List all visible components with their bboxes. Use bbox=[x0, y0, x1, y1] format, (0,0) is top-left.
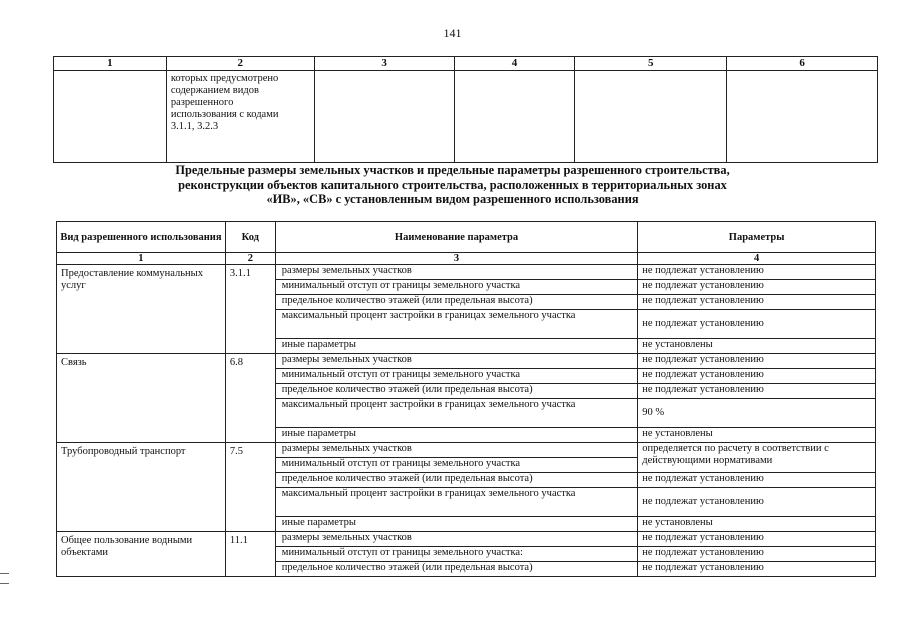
param-value-text: не подлежат установлению bbox=[642, 265, 764, 276]
param-value-cell bbox=[638, 339, 876, 354]
param-name-text: предельное количество этажей (или предельная высота) bbox=[281, 384, 533, 395]
param-name-text: размеры земельных участков bbox=[281, 443, 412, 454]
table-row bbox=[57, 265, 876, 280]
table-cell bbox=[727, 71, 878, 163]
header-code: Код bbox=[225, 222, 275, 253]
param-value-cell bbox=[638, 443, 876, 473]
param-name-cell bbox=[275, 428, 637, 443]
param-name-text: максимальный процент застройки в границах земельного участка bbox=[281, 310, 576, 321]
param-name-text: минимальный отступ от границы земельного участка bbox=[281, 458, 521, 469]
param-name-cell bbox=[275, 384, 637, 399]
continuation-row bbox=[54, 71, 878, 163]
param-value-text: не подлежат установлению bbox=[642, 295, 764, 306]
param-value-cell bbox=[638, 532, 876, 547]
header-params: Параметры bbox=[638, 222, 876, 253]
use-type-cell bbox=[57, 354, 226, 443]
param-value-cell bbox=[638, 280, 876, 295]
param-name-text: максимальный процент застройки в границах земельного участка bbox=[281, 399, 576, 410]
use-type-cell bbox=[57, 532, 226, 577]
param-value-cell bbox=[638, 354, 876, 369]
param-value-cell bbox=[638, 488, 876, 517]
margin-mark bbox=[0, 573, 9, 574]
param-value-text: не подлежат установлению bbox=[642, 354, 764, 365]
param-name-text: иные параметры bbox=[281, 428, 356, 439]
heading-line: «ИВ», «СВ» с установленным видом разрешенного использования bbox=[266, 192, 639, 206]
param-name-cell bbox=[275, 354, 637, 369]
column-number-row bbox=[57, 253, 876, 265]
param-value-text: не подлежат установлению bbox=[642, 532, 764, 543]
table-cell bbox=[314, 71, 454, 163]
param-value-text: определяется по расчету в соответствии с действующими нормативами bbox=[642, 443, 829, 466]
table-row bbox=[57, 354, 876, 369]
use-type-cell bbox=[57, 443, 226, 532]
param-value-text: не установлены bbox=[642, 428, 713, 439]
column-number: 4 bbox=[638, 253, 876, 265]
table-cell bbox=[166, 71, 314, 163]
param-value-cell bbox=[638, 265, 876, 280]
page-number: 141 bbox=[443, 26, 462, 40]
use-type-text: Предоставление коммунальных услуг bbox=[61, 268, 203, 291]
column-number: 1 bbox=[57, 253, 226, 265]
param-name-cell bbox=[275, 280, 637, 295]
heading-line: реконструкции объектов капитального строительства, расположенных в территориальных зонах bbox=[178, 177, 727, 192]
param-name-text: минимальный отступ от границы земельного участка bbox=[281, 280, 521, 291]
param-name-cell bbox=[275, 265, 637, 280]
param-value-text: не подлежат установлению bbox=[642, 369, 764, 380]
param-name-text: предельное количество этажей (или предельная высота) bbox=[281, 295, 533, 306]
code-cell bbox=[225, 443, 275, 532]
param-name-text: иные параметры bbox=[281, 339, 356, 350]
param-name-text: предельное количество этажей (или предельная высота) bbox=[281, 473, 533, 484]
column-number: 3 bbox=[314, 57, 454, 71]
column-number: 1 bbox=[54, 57, 167, 71]
table-row bbox=[57, 443, 876, 458]
use-type-text: Трубопроводный транспорт bbox=[61, 446, 186, 457]
param-name-text: предельное количество этажей (или предельная высота) bbox=[281, 562, 533, 573]
param-name-cell bbox=[275, 458, 637, 473]
column-number: 4 bbox=[454, 57, 575, 71]
param-name-cell bbox=[275, 488, 637, 517]
param-name-cell bbox=[275, 562, 637, 577]
param-value-text: 90 % bbox=[642, 407, 665, 418]
param-value-text: не подлежат установлению bbox=[642, 280, 764, 291]
use-type-text: Связь bbox=[61, 357, 87, 368]
column-number: 6 bbox=[727, 57, 878, 71]
param-name-cell bbox=[275, 473, 637, 488]
param-value-cell bbox=[638, 384, 876, 399]
param-value-text: не подлежат установлению bbox=[642, 562, 764, 573]
section-heading bbox=[0, 163, 905, 207]
param-name-cell bbox=[275, 532, 637, 547]
param-value-text: не подлежат установлению bbox=[642, 496, 764, 507]
param-value-cell bbox=[638, 428, 876, 443]
param-value-cell bbox=[638, 517, 876, 532]
margin-mark bbox=[0, 583, 9, 584]
param-value-cell bbox=[638, 399, 876, 428]
code-text: 11.1 bbox=[229, 535, 248, 546]
table-cell bbox=[575, 71, 727, 163]
table-header-row bbox=[57, 222, 876, 253]
code-text: 3.1.1 bbox=[229, 268, 251, 279]
param-name-text: размеры земельных участков bbox=[281, 354, 412, 365]
param-value-cell bbox=[638, 310, 876, 339]
param-value-text: не подлежат установлению bbox=[642, 547, 764, 558]
continuation-text: которых предусмотрено содержанием видов разрешенного использования с кодами 3.1.1, 3.2.3 bbox=[170, 73, 279, 132]
param-name-cell bbox=[275, 443, 637, 458]
param-value-text: не подлежат установлению bbox=[642, 318, 764, 329]
param-value-cell bbox=[638, 473, 876, 488]
param-name-cell bbox=[275, 369, 637, 384]
param-name-cell bbox=[275, 339, 637, 354]
parameters-table bbox=[56, 221, 876, 577]
param-name-cell bbox=[275, 517, 637, 532]
table-cell bbox=[54, 71, 167, 163]
table-cell bbox=[454, 71, 575, 163]
param-value-cell bbox=[638, 295, 876, 310]
param-value-cell bbox=[638, 562, 876, 577]
continuation-table bbox=[53, 56, 878, 163]
param-name-text: размеры земельных участков bbox=[281, 532, 412, 543]
param-value-text: не установлены bbox=[642, 517, 713, 528]
use-type-text: Общее пользование водными объектами bbox=[61, 535, 193, 558]
code-text: 6.8 bbox=[229, 357, 243, 368]
code-cell bbox=[225, 532, 275, 577]
param-value-text: не подлежат установлению bbox=[642, 384, 764, 395]
header-use-type: Вид разрешенного использования bbox=[57, 222, 226, 253]
column-number: 3 bbox=[275, 253, 637, 265]
param-name-text: минимальный отступ от границы земельного участка: bbox=[281, 547, 523, 558]
param-name-cell bbox=[275, 399, 637, 428]
header-param-name: Наименование параметра bbox=[275, 222, 637, 253]
param-name-cell bbox=[275, 295, 637, 310]
param-value-text: не установлены bbox=[642, 339, 713, 350]
param-name-text: максимальный процент застройки в границах земельного участка bbox=[281, 488, 576, 499]
column-number: 2 bbox=[166, 57, 314, 71]
heading-line: Предельные размеры земельных участков и предельные параметры разрешенного строительства, bbox=[175, 163, 730, 177]
code-cell bbox=[225, 354, 275, 443]
param-name-cell bbox=[275, 310, 637, 339]
code-cell bbox=[225, 265, 275, 354]
code-text: 7.5 bbox=[229, 446, 243, 457]
param-value-cell bbox=[638, 547, 876, 562]
table-row bbox=[57, 532, 876, 547]
column-number: 5 bbox=[575, 57, 727, 71]
param-name-text: минимальный отступ от границы земельного участка bbox=[281, 369, 521, 380]
param-name-cell bbox=[275, 547, 637, 562]
param-value-cell bbox=[638, 369, 876, 384]
param-name-text: иные параметры bbox=[281, 517, 356, 528]
column-number: 2 bbox=[225, 253, 275, 265]
param-name-text: размеры земельных участков bbox=[281, 265, 412, 276]
continuation-header-row bbox=[54, 57, 878, 71]
use-type-cell bbox=[57, 265, 226, 354]
param-value-text: не подлежат установлению bbox=[642, 473, 764, 484]
